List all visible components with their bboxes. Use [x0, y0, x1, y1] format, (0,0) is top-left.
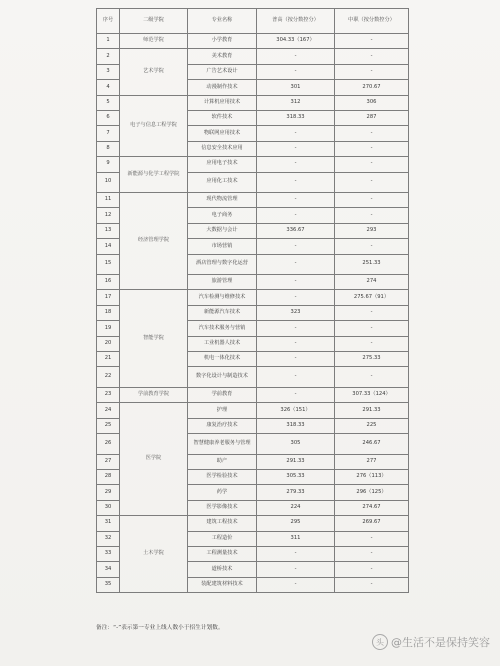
table-header-row — [97, 9, 409, 34]
cell-college: 艺术学院 — [120, 49, 188, 95]
cell-college: 经济管理学院 — [120, 193, 188, 290]
cell-vocational: - — [335, 531, 409, 546]
header-college: 二级学院 — [120, 9, 188, 34]
cell-major: 工程测量技术 — [188, 546, 257, 561]
cell-no: 29 — [97, 485, 120, 500]
cell-vocational: - — [335, 34, 409, 49]
cell-major: 汽车检测与维修技术 — [188, 290, 257, 305]
cell-no: 26 — [97, 434, 120, 455]
cell-no: 11 — [97, 193, 120, 208]
cell-vocational: - — [335, 546, 409, 561]
cell-no: 2 — [97, 49, 120, 64]
table-row — [97, 157, 409, 172]
cell-major: 信息安全技术应用 — [188, 141, 257, 156]
cell-general: - — [257, 577, 335, 592]
cell-vocational: - — [335, 49, 409, 64]
cell-no: 33 — [97, 546, 120, 561]
table-row — [97, 516, 409, 531]
cell-major: 护理 — [188, 403, 257, 418]
watermark-text: @生活不是保持笑容 — [391, 636, 490, 649]
cell-vocational: - — [335, 126, 409, 141]
cell-no: 15 — [97, 254, 120, 275]
cell-vocational: - — [335, 367, 409, 388]
cell-vocational: 251.33 — [335, 254, 409, 275]
table-row — [97, 49, 409, 64]
cell-college: 土木学院 — [120, 516, 188, 593]
cell-no: 3 — [97, 64, 120, 79]
cell-vocational: 270.67 — [335, 80, 409, 95]
cell-major: 工程造价 — [188, 531, 257, 546]
table-row — [97, 290, 409, 305]
cell-general: - — [257, 64, 335, 79]
cell-major: 电子商务 — [188, 208, 257, 223]
cell-no: 24 — [97, 403, 120, 418]
table-row — [97, 193, 409, 208]
cell-no: 13 — [97, 223, 120, 238]
cell-major: 机电一体化技术 — [188, 352, 257, 367]
watermark — [372, 634, 490, 650]
cell-general: - — [257, 290, 335, 305]
cell-general: - — [257, 239, 335, 254]
cell-vocational: - — [335, 321, 409, 336]
cell-major: 市场营销 — [188, 239, 257, 254]
cell-no: 35 — [97, 577, 120, 592]
header-vocational: 中职（按分数控分） — [335, 9, 409, 34]
cell-general: 318.33 — [257, 418, 335, 433]
cell-vocational: - — [335, 208, 409, 223]
cell-general: 305.33 — [257, 469, 335, 484]
cell-general: - — [257, 193, 335, 208]
cell-general: 295 — [257, 516, 335, 531]
cell-vocational: 275.67（91） — [335, 290, 409, 305]
cell-major: 美术教育 — [188, 49, 257, 64]
cell-vocational: 246.67 — [335, 434, 409, 455]
table-row — [97, 95, 409, 110]
cell-general: - — [257, 208, 335, 223]
cell-major: 医学检验技术 — [188, 469, 257, 484]
cell-vocational: 225 — [335, 418, 409, 433]
cell-vocational: - — [335, 141, 409, 156]
cell-major: 软件技术 — [188, 110, 257, 125]
cell-general: 318.33 — [257, 110, 335, 125]
cell-vocational: - — [335, 562, 409, 577]
cell-no: 25 — [97, 418, 120, 433]
table-row — [97, 403, 409, 418]
cell-vocational: 291.33 — [335, 403, 409, 418]
cell-general: 279.33 — [257, 485, 335, 500]
cell-general: 336.67 — [257, 223, 335, 238]
cell-no: 34 — [97, 562, 120, 577]
header-general: 普高（按分数控分） — [257, 9, 335, 34]
cell-major: 酒店管理与数字化运营 — [188, 254, 257, 275]
cell-general: 304.33（167） — [257, 34, 335, 49]
cell-general: - — [257, 275, 335, 290]
cell-major: 装配建筑材料技术 — [188, 577, 257, 592]
cell-major: 助产 — [188, 454, 257, 469]
cell-college: 电子与信息工程学院 — [120, 95, 188, 157]
cell-no: 1 — [97, 34, 120, 49]
cell-vocational: 275.33 — [335, 352, 409, 367]
cell-vocational: - — [335, 305, 409, 320]
header-major: 专业名称 — [188, 9, 257, 34]
cell-college: 师范学院 — [120, 34, 188, 49]
cell-no: 18 — [97, 305, 120, 320]
cell-no: 7 — [97, 126, 120, 141]
cell-no: 20 — [97, 336, 120, 351]
cell-major: 现代物流管理 — [188, 193, 257, 208]
cell-no: 30 — [97, 500, 120, 515]
cell-general: 323 — [257, 305, 335, 320]
cell-general: 291.33 — [257, 454, 335, 469]
cell-major: 动漫制作技术 — [188, 80, 257, 95]
cell-major: 小学教育 — [188, 34, 257, 49]
cell-vocational: - — [335, 239, 409, 254]
cell-vocational: - — [335, 193, 409, 208]
cell-no: 23 — [97, 387, 120, 402]
cell-general: - — [257, 49, 335, 64]
cell-major: 智慧健康养老服务与管理 — [188, 434, 257, 455]
cell-vocational: 274.67 — [335, 500, 409, 515]
cell-major: 工业机器人技术 — [188, 336, 257, 351]
table-row — [97, 387, 409, 402]
cell-no: 16 — [97, 275, 120, 290]
cell-no: 9 — [97, 157, 120, 172]
cell-major: 数字化设计与制造技术 — [188, 367, 257, 388]
cell-no: 14 — [97, 239, 120, 254]
cell-major: 计算机应用技术 — [188, 95, 257, 110]
cell-major: 医学影像技术 — [188, 500, 257, 515]
cell-general: - — [257, 172, 335, 193]
cell-major: 应用化工技术 — [188, 172, 257, 193]
cell-no: 17 — [97, 290, 120, 305]
admission-score-table — [96, 8, 409, 593]
cell-college: 新能源与化学工程学院 — [120, 157, 188, 193]
cell-no: 31 — [97, 516, 120, 531]
cell-vocational: 277 — [335, 454, 409, 469]
cell-vocational: - — [335, 64, 409, 79]
cell-vocational: 287 — [335, 110, 409, 125]
watermark-logo-icon: 头 — [372, 634, 388, 650]
cell-vocational: - — [335, 336, 409, 351]
cell-general: - — [257, 157, 335, 172]
cell-general: - — [257, 254, 335, 275]
cell-general: 305 — [257, 434, 335, 455]
cell-no: 12 — [97, 208, 120, 223]
cell-major: 康复治疗技术 — [188, 418, 257, 433]
cell-vocational: - — [335, 172, 409, 193]
cell-no: 4 — [97, 80, 120, 95]
cell-major: 药学 — [188, 485, 257, 500]
cell-general: - — [257, 387, 335, 402]
cell-no: 6 — [97, 110, 120, 125]
cell-no: 5 — [97, 95, 120, 110]
cell-no: 22 — [97, 367, 120, 388]
cell-general: - — [257, 562, 335, 577]
cell-general: - — [257, 546, 335, 561]
cell-major: 物联网应用技术 — [188, 126, 257, 141]
cell-general: 326（151） — [257, 403, 335, 418]
cell-no: 28 — [97, 469, 120, 484]
cell-no: 19 — [97, 321, 120, 336]
cell-vocational: 276（113） — [335, 469, 409, 484]
cell-major: 广告艺术设计 — [188, 64, 257, 79]
cell-general: - — [257, 367, 335, 388]
cell-general: - — [257, 352, 335, 367]
cell-vocational: 307.33（124） — [335, 387, 409, 402]
cell-college: 医学院 — [120, 403, 188, 516]
cell-college: 智能学院 — [120, 290, 188, 387]
cell-college: 学前教育学院 — [120, 387, 188, 402]
footnote: 备注：“-”表示第一专业上线人数小于招生计划数。 — [96, 625, 224, 631]
cell-major: 道桥技术 — [188, 562, 257, 577]
cell-general: 224 — [257, 500, 335, 515]
cell-general: - — [257, 321, 335, 336]
cell-vocational: 296（125） — [335, 485, 409, 500]
cell-major: 新能源汽车技术 — [188, 305, 257, 320]
cell-no: 8 — [97, 141, 120, 156]
cell-major: 建筑工程技术 — [188, 516, 257, 531]
cell-no: 10 — [97, 172, 120, 193]
header-no: 序号 — [97, 9, 120, 34]
cell-no: 32 — [97, 531, 120, 546]
cell-vocational: 306 — [335, 95, 409, 110]
cell-vocational: 274 — [335, 275, 409, 290]
cell-no: 27 — [97, 454, 120, 469]
cell-major: 应用电子技术 — [188, 157, 257, 172]
cell-major: 旅游管理 — [188, 275, 257, 290]
cell-general: 311 — [257, 531, 335, 546]
cell-no: 21 — [97, 352, 120, 367]
cell-vocational: - — [335, 577, 409, 592]
cell-vocational: - — [335, 157, 409, 172]
table-row — [97, 34, 409, 49]
cell-general: - — [257, 141, 335, 156]
cell-vocational: 269.67 — [335, 516, 409, 531]
cell-general: - — [257, 126, 335, 141]
cell-general: 301 — [257, 80, 335, 95]
cell-vocational: 293 — [335, 223, 409, 238]
cell-general: 312 — [257, 95, 335, 110]
cell-major: 学前教育 — [188, 387, 257, 402]
cell-major: 汽车技术服务与营销 — [188, 321, 257, 336]
cell-general: - — [257, 336, 335, 351]
cell-major: 大数据与会计 — [188, 223, 257, 238]
